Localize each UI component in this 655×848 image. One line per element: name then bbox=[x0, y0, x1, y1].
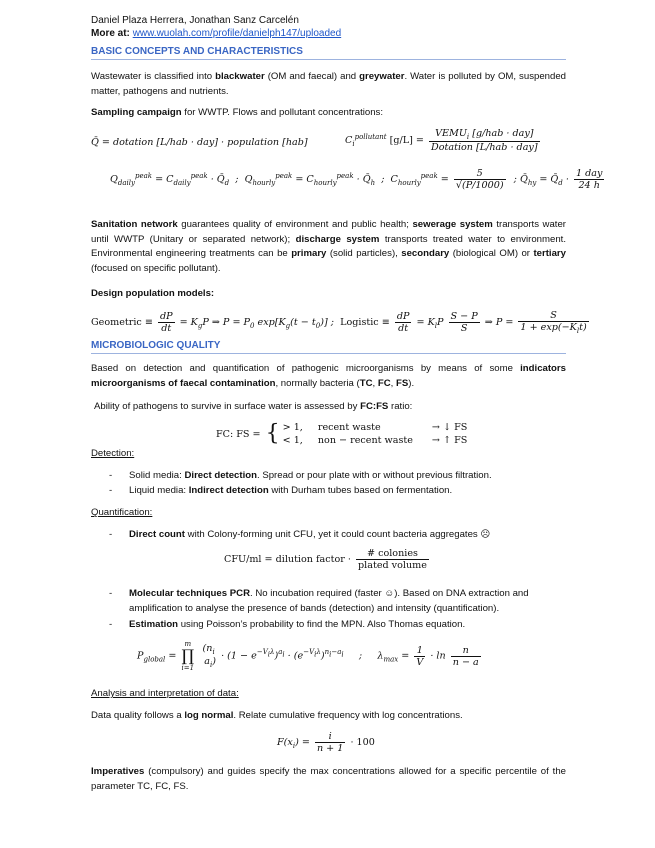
paragraph-population-models: Design population models: bbox=[91, 288, 215, 299]
equation-cfu: CFU/ml = dilution factor · $\frac{\text{\# colonies}}{\text{plated volume}}$ bbox=[224, 548, 427, 571]
more-label: More at: bbox=[91, 28, 130, 39]
list-item-liquid-media: - Liquid media: Indirect detection with Durham tubes based on fermentation. bbox=[109, 485, 453, 496]
heading-analysis: Analysis and interpretation of data: bbox=[91, 688, 239, 699]
equation-cumulative-frequency: $F(x_i)$ = $\frac{i}{n + 1}$ · 100 bbox=[277, 731, 375, 754]
equation-growth-models: Geometric ≡ $\frac{dP}{dt}$ = $K_gP$ ⇒ $P = P_0$ $\exp[K_g(t - t_0)]$ ; Logistic ≡ $\frac{dP}{dt}$ = $K_lP$ $\frac{S - P}{S}$ ⇒ P = $\frac{S}{1 + \exp(-K_lt)}$ bbox=[91, 310, 587, 335]
profile-link[interactable]: www.wuolah.com/profile/danielph147/uploaded bbox=[132, 28, 342, 39]
paragraph-fcfs-ratio: Ability of pathogens to survive in surface water is assessed by FC:FS ratio: bbox=[94, 401, 413, 412]
heading-quantification: Quantification: bbox=[91, 507, 153, 518]
authors: Daniel Plaza Herrera, Jonathan Sanz Carcelén bbox=[91, 15, 299, 26]
paragraph-imperatives: Imperatives (compulsory) and guides specify the max concentrations allowed for a specific percentile of the parameter TC, FC, FS. bbox=[91, 766, 566, 792]
list-item-pcr: - Molecular techniques PCR. No incubation required (faster ☺). Based on DNA extraction and amplification to analyse the presence of bands (detection) and intensity (quantification). bbox=[109, 588, 529, 614]
equation-poisson: $P_{global}$ = m ∏ i=1 ($n_i$ $a_i$) · $(1 - e^{-V_i\lambda})^{a_i} \cdot (e^{-V_i\lambda})^{n_i-a_i}$ ; $\lambda_{max}$ = $\frac{1}{V}$ · ln $\frac{n}{n - a}$ bbox=[137, 640, 479, 672]
equation-peak-flows: $Q_{daily}^{peak} = C_{daily}^{peak}$ · $Q̄_d$ ; $Q_{hourly}^{peak} = C_{hourly}^{peak}$ · $Q̄_h$ ; $C_{hourly}^{peak}$ = $\frac{5}{√(P/1000)}$ ; $Q̄_{hy}$ = $Q̄_d$ · $\frac{\text{1 day}}{24 h}$ bbox=[110, 168, 603, 191]
paragraph-wastewater: Wastewater is classified into blackwater (OM and faecal) and greywater. Water is polluted by OM, suspended matter, pathogens and nutrients. bbox=[91, 71, 567, 97]
equation-pollutant-conc: $C_i^{pollutant}$ [g/L] = $\frac{VEMU_i [g/hab \cdot day]}{\text{Dotation [L/hab · day]}}$ bbox=[345, 128, 538, 153]
list-item-estimation: - Estimation using Poisson’s probability to find the MPN. Also Thomas equation. bbox=[109, 619, 466, 630]
equation-mean-flow: Q̄ = dotation [L/hab · day] · population [hab] bbox=[91, 137, 308, 148]
section-basic-concepts: BASIC CONCEPTS AND CHARACTERISTICS bbox=[91, 46, 566, 60]
heading-detection: Detection: bbox=[91, 448, 135, 459]
list-item-direct-count: - Direct count with Colony-forming unit CFU, yet it could count bacteria aggregates ☹ bbox=[109, 529, 491, 540]
paragraph-indicators: Based on detection and quantification of pathogenic microorganisms by means of some indicators microorganisms of faecal contamination, normally bacteria (TC, FC, FS). bbox=[91, 363, 566, 389]
page-header bbox=[91, 14, 341, 40]
paragraph-sanitation: Sanitation network guarantees quality of environment and public health; sewerage system transports water until WWTP (Unitary or separated network); discharge system transports treated water to environment. Environmental engineering treatments can be primary (solid particles), secondary (biological OM) or tertiary (focused on specific pollutant). bbox=[91, 219, 566, 274]
list-item-solid-media: - Solid media: Direct detection. Spread or pour plate with or without previous filtration. bbox=[109, 470, 492, 481]
equation-fcfs-cases: FC: FS = { > 1, recent waste → ↓ FS < 1, non − recent waste → ↑ FS bbox=[216, 421, 468, 446]
paragraph-sampling: Sampling campaign for WWTP. Flows and pollutant concentrations: bbox=[91, 107, 384, 118]
paragraph-lognormal: Data quality follows a log normal. Relate cumulative frequency with log concentrations. bbox=[91, 710, 463, 721]
section-microbiologic: MICROBIOLOGIC QUALITY bbox=[91, 340, 566, 354]
